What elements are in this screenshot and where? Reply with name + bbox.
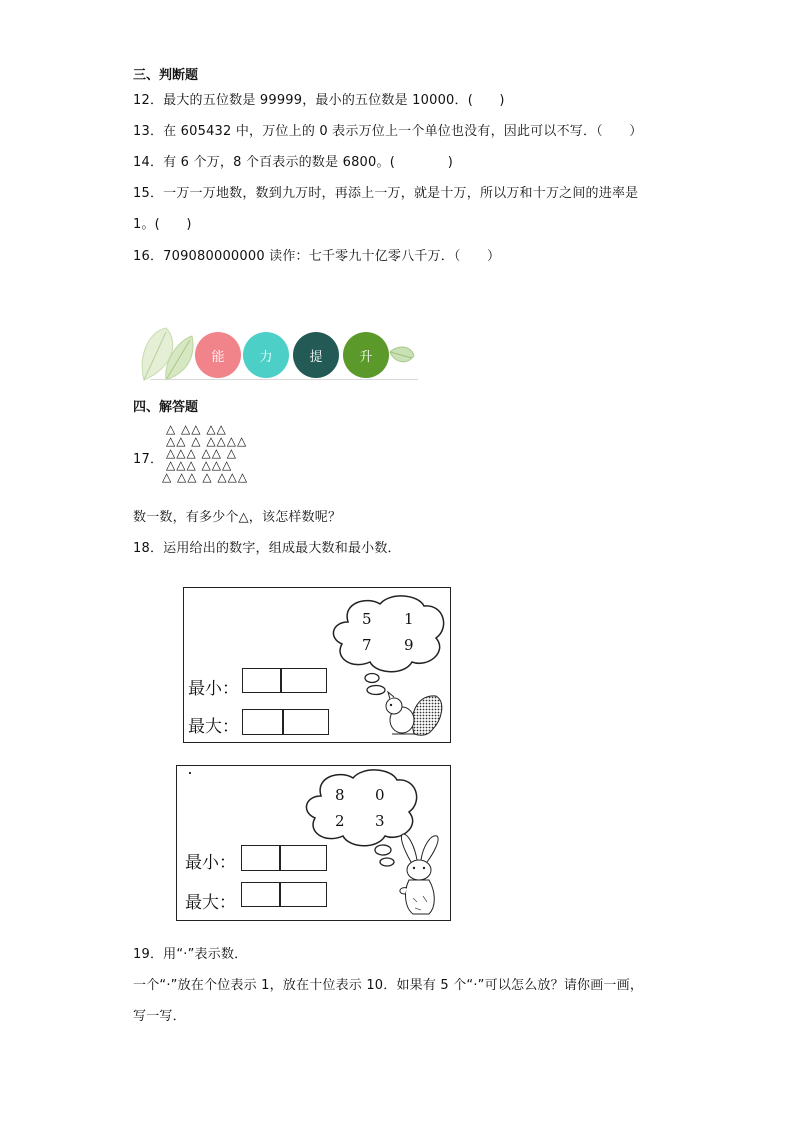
triangle-row: △△△ △△ △: [166, 446, 237, 460]
question-16: 16．709080000000 读作：七千零九十亿零八千万．（ ）: [133, 249, 501, 264]
question-15-line1: 15．一万一万地数，数到九万时，再添上一万，就是十万，所以万和十万之间的进率是: [133, 186, 639, 201]
triangle-row: △△△ △△△: [166, 458, 233, 472]
leaf-right-icon: [388, 344, 416, 368]
section-title-judgement: 三、判断题: [133, 68, 199, 83]
section-title-answer: 四、解答题: [133, 400, 199, 415]
triangle-row: △ △△ △△: [166, 422, 227, 436]
cloud-digit: 5: [362, 610, 372, 628]
cloud-digit: 0: [375, 786, 385, 804]
badge-neng: 能: [195, 332, 241, 378]
question-13: 13．在 605432 中，万位上的 0 表示万位上一个单位也没有，因此可以不写．（ ）: [133, 124, 643, 139]
digit-box-1: [183, 587, 451, 743]
answer-cell-min-1[interactable]: [241, 845, 281, 871]
question-19-line2: 写一写．: [133, 1009, 186, 1024]
cloud-digit: 8: [335, 786, 345, 804]
cloud-digit: 3: [375, 812, 385, 830]
cloud-digit: 2: [335, 812, 345, 830]
badge-li: 力: [243, 332, 289, 378]
triangle-row: △ △△ △ △△△: [162, 470, 249, 484]
thought-cloud-icon: [328, 592, 450, 700]
question-17-number: 17．: [133, 452, 164, 467]
ability-banner: [136, 326, 418, 382]
badge-sheng: 升: [343, 332, 389, 378]
min-label: 最小：: [188, 679, 239, 699]
cloud-digit: 1: [404, 610, 414, 628]
stray-dot: [189, 772, 191, 774]
cloud-digit: 7: [362, 636, 372, 654]
answer-cell-min-1[interactable]: [242, 668, 282, 693]
question-12: 12．最大的五位数是 99999，最小的五位数是 10000．( ): [133, 93, 505, 108]
question-18: 18．运用给出的数字，组成最大数和最小数．: [133, 541, 401, 556]
digit-box-2: [176, 765, 451, 921]
question-14: 14．有 6 个万，8 个百表示的数是 6800。( ): [133, 155, 454, 170]
badge-ti: 提: [293, 332, 339, 378]
question-17-text: 数一数，有多少个△，该怎样数呢？: [133, 510, 342, 525]
triangle-cluster: [162, 423, 282, 487]
answer-cell-min-2[interactable]: [279, 845, 327, 871]
rabbit-icon: [393, 832, 447, 918]
squirrel-icon: [380, 690, 446, 738]
question-19-line1: 一个“·”放在个位表示 1，放在十位表示 10．如果有 5 个“·”可以怎么放？请你画一画，: [133, 978, 644, 993]
answer-cell-max-1[interactable]: [241, 882, 281, 907]
cloud-digit: 9: [404, 636, 414, 654]
leaf-left-icon: [136, 326, 196, 382]
answer-cell-min-2[interactable]: [280, 668, 327, 693]
answer-cell-max-2[interactable]: [279, 882, 327, 907]
max-label: 最大：: [185, 893, 236, 913]
answer-cell-max-2[interactable]: [282, 709, 329, 735]
answer-cell-max-1[interactable]: [242, 709, 284, 735]
max-label: 最大：: [188, 717, 239, 737]
question-19: 19．用“·”表示数．: [133, 947, 248, 962]
min-label: 最小：: [185, 853, 236, 873]
banner-underline: [150, 379, 418, 380]
triangle-row: △△ △ △△△△: [166, 434, 248, 448]
question-15-line2: 1。( ): [133, 217, 192, 232]
